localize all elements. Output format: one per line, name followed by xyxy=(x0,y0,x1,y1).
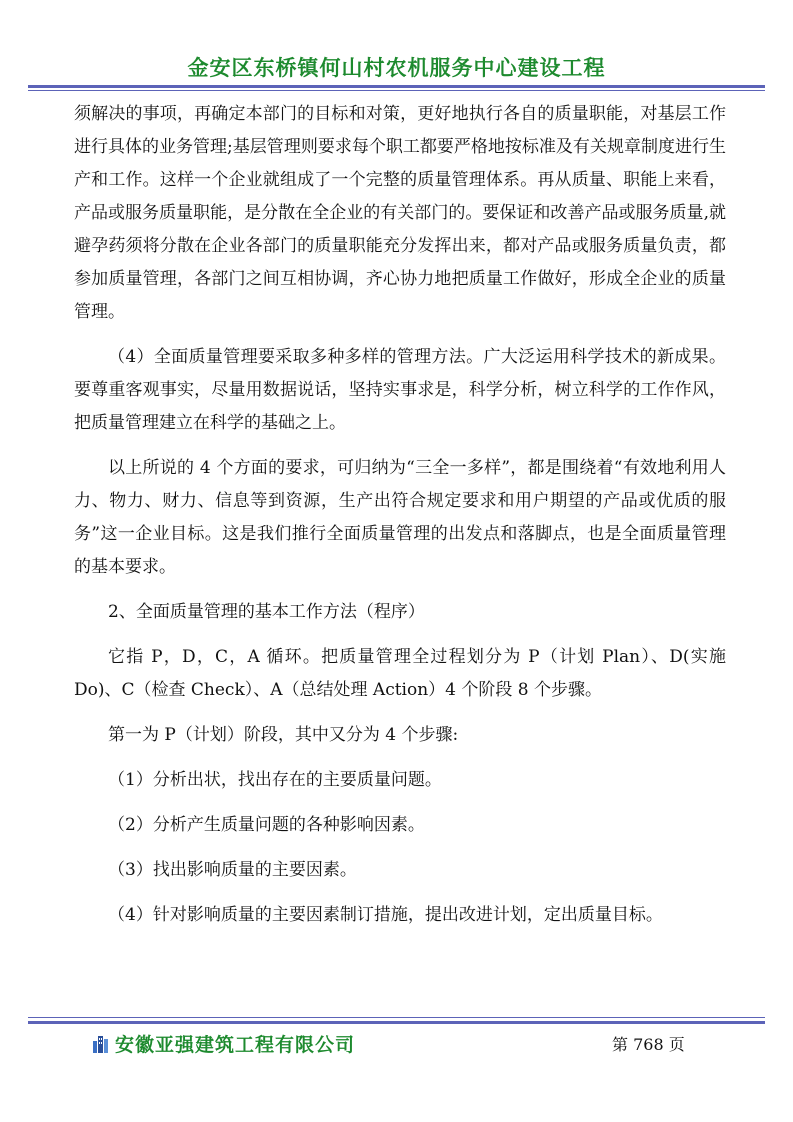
step-2: （2）分析产生质量问题的各种影响因素。 xyxy=(108,815,425,835)
footer-rule-thick xyxy=(28,1021,765,1024)
company-logo-icon xyxy=(92,1033,110,1053)
footer-rule-thin xyxy=(28,1017,765,1018)
document-body xyxy=(74,98,726,932)
paragraph-4: 它指 P，D，C，A 循环。把质量管理全过程划分为 P（计划 Plan）、D(实施 Do)、C（检查 Check）、A（总结处理 Action）4 个阶段 8 个步骤。 xyxy=(74,647,726,700)
section-heading: 2、全面质量管理的基本工作方法（程序） xyxy=(108,602,425,622)
header-rule-thick xyxy=(28,85,765,88)
step-1: （1）分析出状，找出存在的主要质量问题。 xyxy=(108,770,442,790)
page-number: 第 768 页 xyxy=(612,1035,685,1054)
paragraph-5: 第一为 P（计划）阶段，其中又分为 4 个步骤: xyxy=(108,725,459,745)
header-rule-thin xyxy=(28,90,765,91)
paragraph-3: 以上所说的 4 个方面的要求，可归纳为“三全一多样”，都是围绕着“有效地利用人力、物力、财力、信息等到资源，生产出符合规定要求和用户期望的产品或优质的服务”这一企业目标。这是我们推行全面质量管理的出发点和落脚点，也是全面质量管理的基本要求。 xyxy=(74,458,726,577)
footer-company-name: 安徽亚强建筑工程有限公司 xyxy=(115,1034,356,1056)
paragraph-2: （4）全面质量管理要采取多种多样的管理方法。广大泛运用科学技术的新成果。要尊重客观事实，尽量用数据说话，坚持实事求是，科学分析，树立科学的工作作风，把质量管理建立在科学的基础之上。 xyxy=(74,347,726,433)
step-4: （4）针对影响质量的主要因素制订措施，提出改进计划，定出质量目标。 xyxy=(108,905,663,925)
step-3: （3）找出影响质量的主要因素。 xyxy=(108,860,357,880)
paragraph-1: 须解决的事项，再确定本部门的目标和对策，更好地执行各自的质量职能，对基层工作进行具体的业务管理;基层管理则要求每个职工都要严格地按标准及有关规章制度进行生产和工作。这样一个企业就组成了一个完整的质量管理体系。再从质量、职能上来看，产品或服务质量职能，是分散在全企业的有关部门的。要保证和改善产品或服务质量,就避孕药须将分散在企业各部门的质量职能充分发挥出来，都对产品或服务质量负责，都参加质量管理，各部门之间互相协调，齐心协力地把质量工作做好，形成全企业的质量管理。 xyxy=(74,104,726,322)
page-header-title: 金安区东桥镇何山村农机服务中心建设工程 xyxy=(187,55,606,80)
